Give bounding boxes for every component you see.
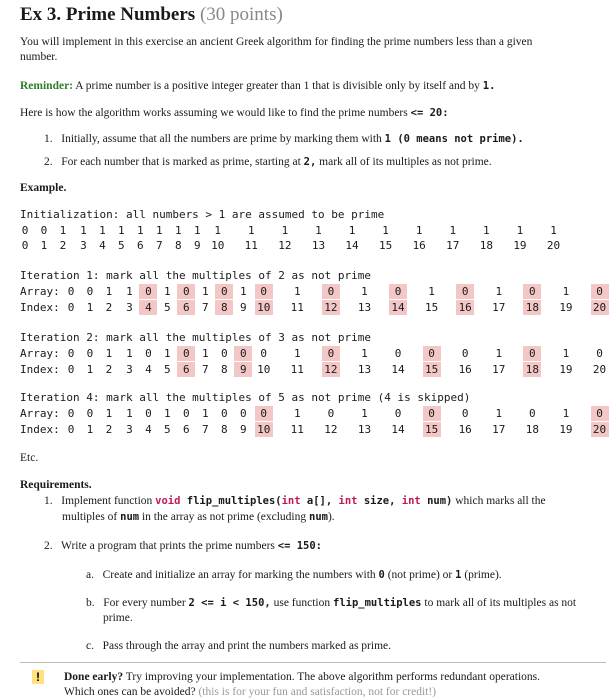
grid-cell: 1	[86, 423, 94, 436]
grid-cell: 0	[255, 284, 273, 299]
grid-cell: 1	[495, 347, 503, 360]
grid-cell: 1	[164, 285, 171, 298]
page-title	[20, 4, 283, 26]
grid-cell: 0	[67, 363, 75, 376]
grid-cell: 10	[211, 239, 225, 252]
grid-cell: 11	[290, 363, 304, 376]
row-label: Array:	[20, 407, 60, 420]
req-text: which marks all the	[455, 495, 546, 507]
grid-cell: 20	[592, 363, 607, 376]
grid-cell: 0	[239, 407, 247, 420]
code-keyword: int	[401, 495, 421, 507]
grid-cell: 5	[164, 423, 171, 436]
grid-cell: 18	[525, 423, 539, 436]
grid-cell: 13	[357, 363, 372, 376]
grid-cell: 0	[21, 239, 29, 252]
code-inline: <= 150:	[277, 540, 323, 552]
req-text: ).	[327, 511, 335, 523]
grid-cell: 0	[145, 407, 152, 420]
grid-cell: 6	[137, 239, 144, 252]
row-label: Index:	[20, 423, 60, 436]
grid-cell: 1	[164, 347, 171, 360]
subreq-text: use function	[273, 597, 331, 609]
grid-cell: 1	[86, 301, 94, 314]
grid-cell: 16	[456, 300, 474, 315]
grid-cell: 1	[193, 224, 201, 237]
grid-cell: 1	[361, 347, 368, 360]
step-2	[44, 155, 492, 170]
code-inline: 0	[378, 569, 385, 581]
grid-cell: 0	[40, 224, 48, 237]
grid-cell: 1	[562, 347, 570, 360]
grid-cell: 1	[428, 285, 435, 298]
subreq-text: For every number	[103, 597, 186, 609]
grid-cell: 0	[220, 407, 228, 420]
subreq-letter: c.	[86, 640, 94, 652]
step-text: For each number that is marked as prime, starting at	[61, 156, 301, 168]
reminder-label: Reminder:	[20, 80, 74, 92]
grid-cell: 2	[105, 363, 113, 376]
grid-cell: 16	[412, 239, 426, 252]
grid-cell: 1	[164, 407, 171, 420]
tip-text: Which ones can be avoided?	[64, 686, 196, 698]
init-title: Initialization: all numbers > 1 are assumed to be prime	[20, 208, 385, 221]
grid-cell: 3	[126, 363, 133, 376]
iteration-2-array-row	[20, 346, 603, 361]
grid-cell: 14	[391, 423, 405, 436]
grid-cell: 0	[322, 346, 340, 361]
grid-cell: 19	[559, 301, 573, 314]
subreq-text: Pass through the array and print the numbers marked as prime.	[102, 640, 391, 652]
grid-cell: 1	[293, 285, 301, 298]
grid-cell: 0	[177, 346, 195, 361]
iteration-4-index-row	[20, 422, 607, 437]
grid-cell: 19	[559, 423, 573, 436]
requirement-1-line-2	[62, 510, 335, 525]
grid-cell: 0	[67, 407, 75, 420]
subreq-text: (prime).	[464, 569, 502, 581]
grid-cell: 1	[214, 224, 222, 237]
subreq-letter: a.	[86, 569, 94, 581]
grid-cell: 1	[495, 285, 503, 298]
grid-cell: 5	[164, 363, 171, 376]
grid-cell: 10	[255, 422, 273, 437]
grid-cell: 0	[67, 301, 75, 314]
grid-cell: 0	[591, 284, 609, 299]
title-points: (30 points)	[199, 4, 283, 25]
grid-cell: 0	[389, 284, 407, 299]
grid-cell: 0	[183, 407, 190, 420]
grid-cell: 0	[423, 346, 441, 361]
init-index-row	[20, 238, 580, 253]
grid-cell: 18	[479, 239, 493, 252]
grid-cell: 1	[105, 347, 113, 360]
grid-cell: 0	[86, 285, 94, 298]
grid-cell: 9	[239, 301, 247, 314]
grid-cell: 12	[278, 239, 292, 252]
init-array-row	[20, 223, 580, 238]
grid-cell: 1	[202, 285, 209, 298]
grid-cell: 3	[126, 301, 133, 314]
grid-cell: 17	[492, 301, 506, 314]
grid-cell: 1	[174, 224, 182, 237]
grid-cell: 0	[327, 407, 335, 420]
grid-cell: 8	[174, 239, 182, 252]
grid-cell: 12	[324, 423, 338, 436]
tip-text: Try improving your implementation. The above algorithm performs redundant operations.	[125, 671, 541, 683]
grid-cell: 1	[99, 224, 106, 237]
exclamation-icon: !	[32, 670, 44, 684]
grid-cell: 4	[145, 423, 152, 436]
req-text: in the array as not prime (excluding	[141, 511, 307, 523]
iteration-1-title: Iteration 1: mark all the multiples of 2 as not prime	[20, 269, 371, 282]
row-label: Index:	[20, 363, 60, 376]
grid-cell: 0	[529, 407, 536, 420]
grid-cell: 1	[361, 285, 368, 298]
code-param: a[],	[306, 495, 333, 507]
grid-cell: 1	[550, 224, 557, 237]
tip-line-1	[64, 670, 540, 685]
grid-cell: 4	[99, 239, 106, 252]
grid-cell: 17	[492, 363, 506, 376]
grid-cell: 7	[202, 363, 209, 376]
grid-cell: 1	[126, 285, 133, 298]
grid-cell: 7	[202, 423, 209, 436]
grid-cell: 10	[255, 300, 273, 315]
grid-cell: 1	[293, 347, 301, 360]
iteration-2-index-row	[20, 362, 607, 377]
subreq-text: Create and initialize an array for marking the numbers with	[102, 569, 376, 581]
requirements-label: Requirements.	[20, 479, 92, 491]
grid-cell: 1	[293, 407, 301, 420]
grid-cell: 1	[495, 407, 503, 420]
grid-cell: 4	[139, 300, 157, 315]
grid-cell: 1	[281, 224, 289, 237]
grid-cell: 11	[290, 423, 304, 436]
grid-cell: 8	[220, 423, 228, 436]
grid-cell: 0	[86, 347, 94, 360]
grid-cell: 0	[423, 406, 441, 421]
grid-cell: 0	[255, 406, 273, 421]
grid-cell: 1	[86, 363, 94, 376]
code-inline: num	[309, 511, 328, 523]
grid-cell: 1	[105, 407, 113, 420]
grid-cell: 8	[220, 363, 228, 376]
grid-cell: 17	[446, 239, 460, 252]
grid-cell: 1	[202, 347, 209, 360]
grid-cell: 13	[357, 423, 372, 436]
reminder-end: 1.	[482, 80, 496, 92]
grid-cell: 15	[423, 362, 441, 377]
code-param: num)	[427, 495, 453, 507]
step-text: Initially, assume that all the numbers are prime by marking them with	[61, 133, 382, 145]
grid-cell: 16	[458, 363, 472, 376]
grid-cell: 17	[492, 423, 506, 436]
grid-cell: 6	[177, 300, 195, 315]
grid-cell: 15	[423, 422, 441, 437]
grid-cell: 1	[315, 224, 322, 237]
grid-cell: 0	[67, 285, 75, 298]
grid-cell: 0	[591, 406, 609, 421]
grid-cell: 13	[311, 239, 326, 252]
grid-cell: 0	[139, 284, 157, 299]
grid-cell: 0	[456, 284, 474, 299]
subreq-text: (not prime) or	[387, 569, 453, 581]
etc-text: Etc.	[20, 452, 39, 464]
reminder-text: A prime number is a positive integer greater than 1 that is divisible only by itself and by	[75, 80, 480, 92]
howto-code: <= 20:	[410, 107, 449, 119]
code-keyword: void	[155, 495, 181, 507]
iteration-4-title: Iteration 4: mark all the multiples of 5 as not prime (4 is skipped)	[20, 391, 471, 404]
divider	[20, 662, 606, 663]
grid-cell: 2	[105, 301, 113, 314]
grid-cell: 0	[596, 347, 603, 360]
req-number: 2.	[44, 540, 53, 552]
code-function-name: flip_multiples(	[186, 495, 282, 507]
grid-cell: 1	[40, 239, 48, 252]
grid-cell: 18	[523, 362, 541, 377]
grid-cell: 9	[239, 423, 247, 436]
step-number: 1.	[44, 133, 53, 145]
grid-cell: 1	[247, 224, 255, 237]
grid-cell: 5	[164, 301, 171, 314]
code-keyword: int	[281, 495, 301, 507]
grid-cell: 1	[361, 407, 368, 420]
grid-cell: 0	[523, 284, 541, 299]
code-inline: num	[120, 511, 140, 523]
grid-cell: 20	[591, 422, 609, 437]
grid-cell: 1	[415, 224, 423, 237]
iteration-1-index-row	[20, 300, 607, 315]
tip-muted: (this is for your fun and satisfaction, not for credit!)	[198, 686, 437, 698]
grid-cell: 0	[523, 346, 541, 361]
grid-cell: 18	[523, 300, 541, 315]
grid-cell: 0	[260, 347, 268, 360]
code-inline: 2 <= i < 150,	[188, 597, 271, 609]
tip-line-2	[64, 685, 436, 700]
requirement-1	[44, 494, 546, 509]
grid-cell: 1	[137, 224, 144, 237]
req-number: 1.	[44, 495, 53, 507]
howto	[20, 106, 449, 121]
grid-cell: 1	[562, 285, 570, 298]
subreq-text: to mark all of its multiples as not	[424, 597, 577, 609]
grid-cell: 1	[80, 224, 87, 237]
howto-text: Here is how the algorithm works assuming we would like to find the prime numbers	[20, 107, 408, 119]
grid-cell: 1	[483, 224, 490, 237]
grid-cell: 19	[559, 363, 573, 376]
grid-cell: 19	[513, 239, 527, 252]
row-label: Index:	[20, 301, 60, 314]
grid-cell: 1	[516, 224, 524, 237]
grid-cell: 1	[202, 407, 209, 420]
intro-line-2: number.	[20, 51, 58, 63]
step-rest: mark all of its multiples as not prime.	[319, 156, 492, 168]
iteration-1-array-row	[20, 284, 603, 299]
code-inline: flip_multiples	[333, 597, 422, 609]
grid-cell: 3	[80, 239, 87, 252]
row-label: Array:	[20, 285, 60, 298]
grid-cell: 14	[389, 300, 407, 315]
subrequirement-c	[86, 639, 391, 654]
grid-cell: 1	[239, 285, 247, 298]
grid-cell: 2	[105, 423, 113, 436]
grid-cell: 1	[348, 224, 356, 237]
grid-cell: 13	[357, 301, 372, 314]
grid-cell: 0	[86, 407, 94, 420]
grid-cell: 15	[378, 239, 393, 252]
grid-cell: 0	[67, 347, 75, 360]
code-keyword: int	[338, 495, 358, 507]
step-code: 2,	[303, 156, 317, 168]
grid-cell: 11	[290, 301, 304, 314]
req-text: multiples of	[62, 511, 118, 523]
grid-cell: 20	[591, 300, 609, 315]
subrequirement-b	[86, 596, 576, 611]
step-number: 2.	[44, 156, 53, 168]
grid-cell: 0	[220, 347, 228, 360]
subreq-letter: b.	[86, 597, 95, 609]
row-label: Array:	[20, 347, 60, 360]
grid-cell: 10	[257, 363, 271, 376]
grid-cell: 0	[145, 347, 152, 360]
grid-cell: 20	[546, 239, 561, 252]
tip-bold: Done early?	[64, 671, 124, 683]
grid-cell: 0	[461, 407, 469, 420]
grid-cell: 1	[105, 285, 113, 298]
grid-cell: 1	[382, 224, 389, 237]
grid-cell: 0	[394, 407, 402, 420]
grid-cell: 0	[21, 224, 29, 237]
grid-cell: 1	[562, 407, 570, 420]
title-text: Ex 3. Prime Numbers	[20, 4, 196, 25]
grid-cell: 0	[461, 347, 469, 360]
example-label: Example.	[20, 182, 67, 194]
grid-cell: 1	[59, 224, 67, 237]
requirement-2	[44, 539, 322, 554]
grid-cell: 6	[177, 362, 195, 377]
grid-cell: 7	[156, 239, 163, 252]
subrequirement-a	[86, 568, 502, 583]
grid-cell: 15	[424, 301, 439, 314]
grid-cell: 1	[156, 224, 163, 237]
req-text: Write a program that prints the prime numbers	[61, 540, 275, 552]
iteration-4-array-row	[20, 406, 603, 421]
grid-cell: 1	[126, 407, 133, 420]
grid-cell: 0	[67, 423, 75, 436]
grid-cell: 0	[215, 284, 233, 299]
step-code: 1 (0 means not prime).	[384, 133, 524, 145]
grid-cell: 1	[449, 224, 457, 237]
grid-cell: 0	[322, 284, 340, 299]
code-param: size,	[363, 495, 396, 507]
grid-cell: 2	[59, 239, 67, 252]
grid-cell: 0	[177, 284, 195, 299]
iteration-2-title: Iteration 2: mark all the multiples of 3 as not prime	[20, 331, 371, 344]
grid-cell: 8	[215, 300, 233, 315]
req-text: Implement function	[61, 495, 153, 507]
grid-cell: 16	[458, 423, 472, 436]
reminder	[20, 79, 495, 94]
grid-cell: 14	[345, 239, 359, 252]
code-inline: 1	[455, 569, 462, 581]
grid-cell: 1	[126, 347, 133, 360]
grid-cell: 12	[322, 362, 340, 377]
grid-cell: 12	[322, 300, 340, 315]
subrequirement-b-line-2: prime.	[103, 612, 133, 624]
grid-cell: 0	[394, 347, 402, 360]
intro-line-1: You will implement in this exercise an ancient Greek algorithm for finding the prime numbers less than a given	[20, 36, 533, 48]
grid-cell: 5	[118, 239, 125, 252]
grid-cell: 9	[193, 239, 201, 252]
grid-cell: 3	[126, 423, 133, 436]
grid-cell: 1	[118, 224, 125, 237]
grid-cell: 11	[244, 239, 258, 252]
step-1	[44, 132, 524, 147]
grid-cell: 4	[145, 363, 152, 376]
grid-cell: 14	[391, 363, 405, 376]
grid-cell: 7	[202, 301, 209, 314]
grid-cell: 6	[183, 423, 190, 436]
grid-cell: 0	[234, 346, 252, 361]
grid-cell: 9	[234, 362, 252, 377]
